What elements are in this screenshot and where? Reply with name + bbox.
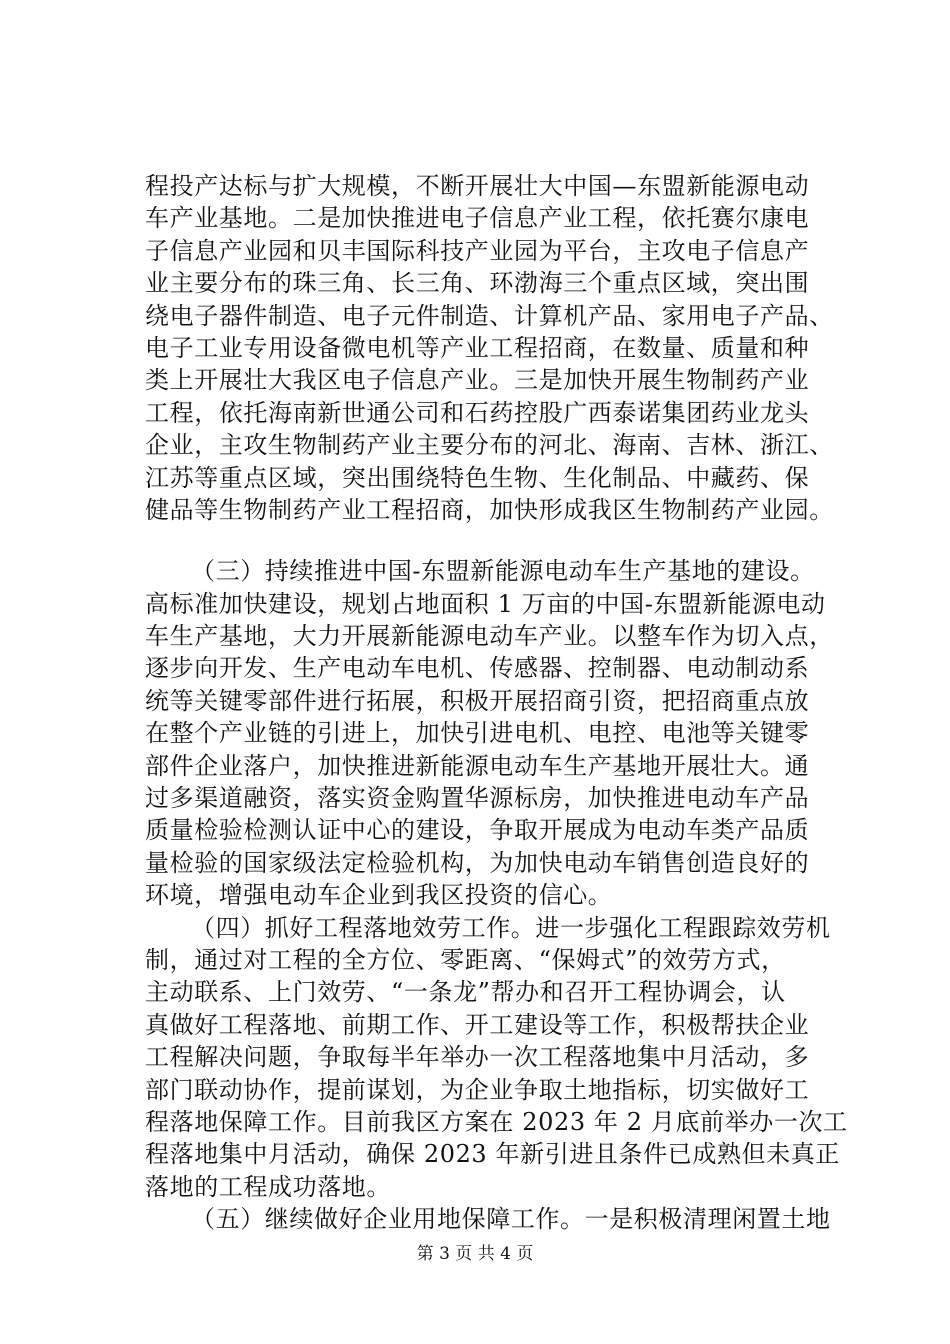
text-line: 车产业基地。二是加快推进电子信息产业工程，依托赛尔康电 — [145, 204, 810, 233]
paragraph-spacer — [145, 526, 845, 555]
text-line: 工程，依托海南新世通公司和石药控股广西泰诺集团药业龙头 — [145, 398, 810, 427]
text-line: 程投产达标与扩大规模，不断开展壮大中国—东盟新能源电动 — [145, 172, 810, 200]
text-line: 绕电子器件制造、电子元件制造、计算机产品、家用电子产品、 — [145, 301, 834, 330]
paragraph-3 — [145, 912, 848, 1204]
text-line: 真做好工程落地、前期工作、开工建设等工作，积极帮扶企业 — [145, 1010, 810, 1039]
text-line: 部件企业落户，加快推进新能源电动车生产基地开展壮大。通 — [145, 751, 810, 780]
text-line: 环境，增强电动车企业到我区投资的信心。 — [145, 881, 613, 910]
text-line: 统等关键零部件进行拓展，积极开展招商引资，把招商重点放 — [145, 686, 810, 715]
text-line: 量检验的国家级法定检验机构，为加快电动车销售创造良好的 — [145, 848, 810, 877]
text-line: 过多渠道融资，落实资金购置华源标房，加快推进电动车产品 — [145, 784, 810, 813]
page-number: 第 3 页 共 4 页 — [416, 1244, 534, 1264]
text-line: 工程解决问题，争取每半年举办一次工程落地集中月活动，多 — [145, 1043, 810, 1072]
text-line: 高标准加快建设，规划占地面积 1 万亩的中国-东盟新能源电动 — [145, 589, 826, 618]
text-line: （四）抓好工程落地效劳工作。进一步强化工程跟踪效劳机 — [191, 913, 831, 942]
text-line: （三）持续推进中国-东盟新能源电动车生产基地的建设。 — [191, 557, 815, 586]
text-line: 制，通过对工程的全方位、零距离、“保姆式”的效劳方式， — [145, 945, 786, 974]
text-line: 主动联系、上门效劳、“一条龙”帮办和召开工程协调会，认 — [145, 978, 786, 1007]
text-line: 类上开展壮大我区电子信息产业。三是加快开展生物制药产业 — [145, 366, 810, 395]
text-line: 健品等生物制药产业工程招商，加快形成我区生物制药产业园。 — [145, 495, 834, 524]
text-line: 江苏等重点区域，突出围绕特色生物、生化制品、中藏药、保 — [145, 463, 810, 492]
text-line: 逐步向开发、生产电动车电机、传感器、控制器、电动制动系 — [145, 654, 810, 683]
text-line: 车生产基地，大力开展新能源电动车产业。以整车作为切入点， — [145, 622, 834, 651]
paragraph-2 — [145, 555, 845, 911]
text-line: 程落地保障工作。目前我区方案在 2023 年 2 月底前举办一次工 — [145, 1107, 848, 1136]
text-line: 在整个产业链的引进上，加快引进电机、电控、电池等关键零 — [145, 719, 810, 748]
text-line: 子信息产业园和贝丰国际科技产业园为平台，主攻电子信息产 — [145, 236, 810, 265]
text-line: 电子工业专用设备微电机等产业工程招商，在数量、质量和种 — [145, 333, 810, 362]
text-line: 业主要分布的珠三角、长三角、环渤海三个重点区域，突出围 — [145, 269, 810, 298]
paragraph-1 — [145, 170, 845, 526]
text-line: 质量检验检测认证中心的建设，争取开展成为电动车类产品质 — [145, 816, 810, 845]
text-line: 落地的工程成功落地。 — [145, 1172, 391, 1201]
text-line: 企业，主攻生物制药产业主要分布的河北、海南、吉林、浙江、 — [145, 431, 834, 460]
paragraph-4 — [145, 1203, 845, 1235]
page-footer — [0, 1242, 950, 1266]
document-body — [145, 170, 848, 1236]
text-line: 程落地集中月活动，确保 2023 年新引进且条件已成熟但未真正 — [145, 1140, 840, 1169]
text-line: 部门联动协作，提前谋划，为企业争取土地指标，切实做好工 — [145, 1075, 810, 1104]
text-line: （五）继续做好企业用地保障工作。一是积极清理闲置土地 — [191, 1205, 831, 1234]
